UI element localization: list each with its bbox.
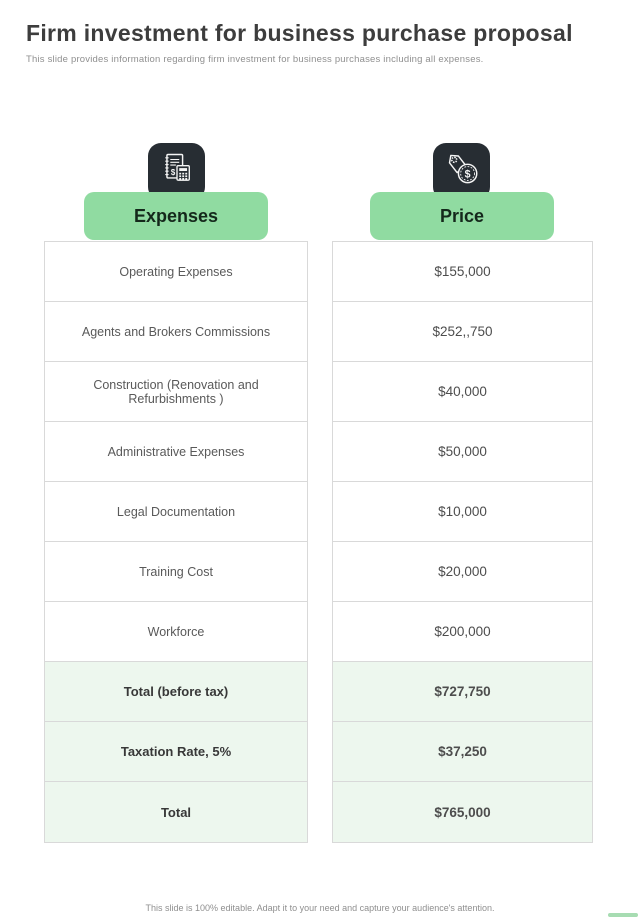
- receipt-calculator-icon: [158, 150, 196, 193]
- table-row: Administrative Expenses: [45, 422, 307, 482]
- table-row: $40,000: [333, 362, 592, 422]
- table-row: Workforce: [45, 602, 307, 662]
- price-tag-dollar-coin-icon: [443, 150, 481, 193]
- table-row-total-price: $765,000: [333, 782, 592, 842]
- table-row: $50,000: [333, 422, 592, 482]
- svg-text:$: $: [464, 168, 471, 181]
- table-row: Agents and Brokers Commissions: [45, 302, 307, 362]
- table-row-total: Total: [45, 782, 307, 842]
- table-row: Training Cost: [45, 542, 307, 602]
- table-row: $20,000: [333, 542, 592, 602]
- table-row-taxation-rate: Taxation Rate, 5%: [45, 722, 307, 782]
- page-title: Firm investment for business purchase proposal: [26, 20, 573, 46]
- table-row: Operating Expenses: [45, 242, 307, 302]
- accent-dash: [608, 913, 638, 917]
- footer-note: This slide is 100% editable. Adapt it to your need and capture your audience's attention.: [145, 903, 495, 913]
- table-row: $10,000: [333, 482, 592, 542]
- table-row-taxation-rate-price: $37,250: [333, 722, 592, 782]
- table-row: $252,,750: [333, 302, 592, 362]
- svg-text:$: $: [170, 168, 175, 178]
- page-subtitle: This slide provides information regarding firm investment for business purchases including all expenses.: [26, 54, 484, 65]
- table-row: Legal Documentation: [45, 482, 307, 542]
- table-row-total-before-tax: Total (before tax): [45, 662, 307, 722]
- table-row: Construction (Renovation and Refurbishments ): [45, 362, 307, 422]
- price-column-header: Price: [370, 192, 554, 240]
- price-table: [332, 241, 593, 843]
- table-row: $200,000: [333, 602, 592, 662]
- table-row-total-before-tax-price: $727,750: [333, 662, 592, 722]
- expenses-column-header: Expenses: [84, 192, 268, 240]
- table-row: $155,000: [333, 242, 592, 302]
- expenses-table: [44, 241, 308, 843]
